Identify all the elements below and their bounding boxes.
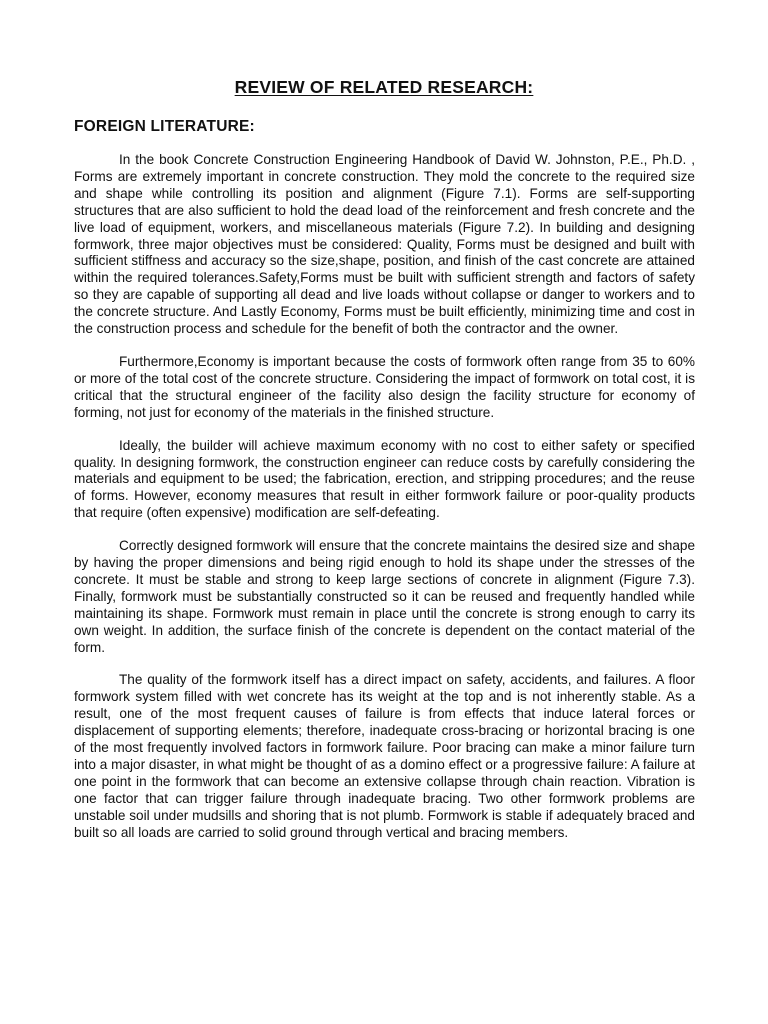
paragraph-3: Ideally, the builder will achieve maximum economy with no cost to either safety or specified quality. In designing formwork, the construction engineer can reduce costs by carefully considering the materials and equipment to be used; the fabrication, erection, and stripping procedures; and the reuse of forms. However, economy measures that result in either formwork failure or poor-quality products that require (often expensive) modification are self-defeating. (74, 437, 695, 521)
paragraph-1: In the book Concrete Construction Engineering Handbook of David W. Johnston, P.E., Ph.D. , Forms are extremely important in concrete construction. They mold the concrete to the required size and shape while controlling its position and alignment (Figure 7.1). Forms are self-supporting structures that are also sufficient to hold the dead load of the reinforcement and fresh concrete and the live load of equipment, workers, and miscellaneous materials (Figure 7.2). In building and designing formwork, three major objectives must be considered: Quality, Forms must be designed and built with sufficient stiffness and accuracy so the size,shape, position, and finish of the cast concrete are attained within the required tolerances.Safety,Forms must be built with sufficient strength and factors of safety so they are capable of supporting all dead and live loads without collapse or danger to workers and to the concrete structure. And Lastly Economy, Forms must be built efficiently, minimizing time and cost in the construction process and schedule for the benefit of both the contractor and the owner. (74, 152, 695, 337)
paragraph-5: The quality of the formwork itself has a direct impact on safety, accidents, and failures. A floor formwork system filled with wet concrete has its weight at the top and is not inherently stable. As a result, one of the most frequent causes of failure is from effects that induce lateral forces or displacement of supporting elements; therefore, inadequate cross-bracing or horizontal bracing is one of the most frequently involved factors in formwork failure. Poor bracing can make a minor failure turn into a major disaster, in what might be thought of as a domino effect or a progressive failure: A failure at one point in the formwork that can become an extensive collapse through chain reaction. Vibration is one factor that can trigger failure through inadequate bracing. Two other formwork problems are unstable soil under mudsills and shoring that is not plumb. Formwork is stable if adequately braced and built so all loads are carried to solid ground through vertical and bracing members. (74, 672, 695, 840)
body-text (74, 152, 695, 858)
section-heading: FOREIGN LITERATURE: (74, 118, 255, 135)
paragraph-2: Furthermore,Economy is important because the costs of formwork often range from 35 to 60% or more of the total cost of the concrete structure. Considering the impact of formwork on total cost, it is critical that the structural engineer of the facility also design the facility structure for economy of forming, not just for economy of the materials in the finished structure. (74, 353, 695, 420)
paragraph-4: Correctly designed formwork will ensure that the concrete maintains the desired size and shape by having the proper dimensions and being rigid enough to hold its shape under the stresses of the concrete. It must be stable and strong to keep large sections of concrete in alignment (Figure 7.3). Finally, formwork must be substantially constructed so it can be reused and frequently handled while maintaining its shape. Formwork must remain in place until the concrete is strong enough to carry its own weight. In addition, the surface finish of the concrete is dependent on the contact material of the form. (74, 538, 695, 655)
page-title: REVIEW OF RELATED RESEARCH: (234, 77, 534, 97)
